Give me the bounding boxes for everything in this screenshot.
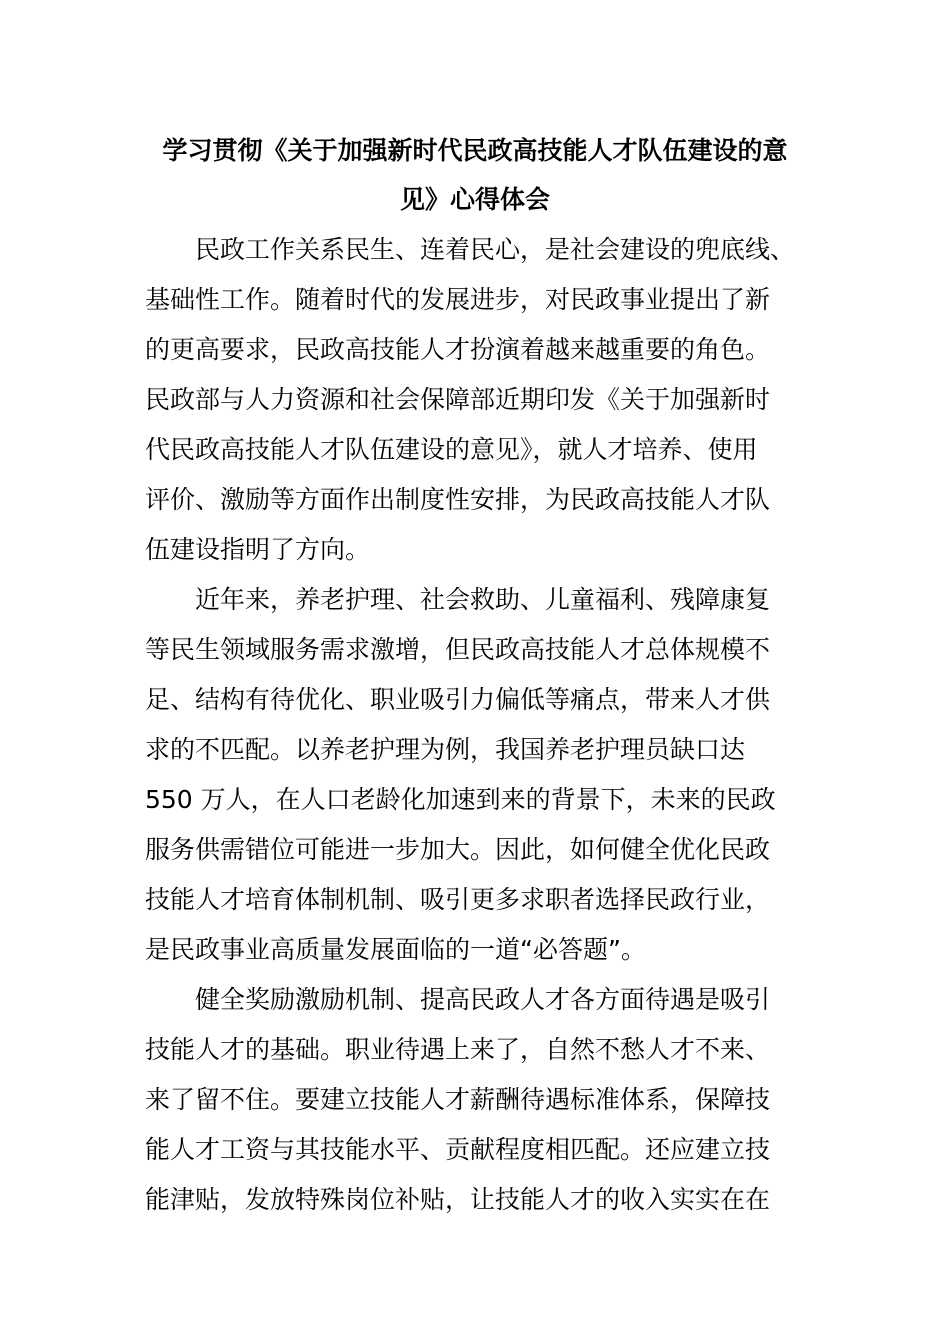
document-title-line-2: 见》心得体会 (399, 185, 550, 214)
paragraph-1-line: 的更高要求，民政高技能人才扮演着越来越重要的角色。 (145, 335, 771, 364)
paragraph-3-line: 技能人才的基础。职业待遇上来了，自然不愁人才不来、 (145, 1035, 771, 1064)
paragraph-3-line: 健全奖励激励机制、提高民政人才各方面待遇是吸引 (195, 985, 771, 1014)
paragraph-2-line: 是民政事业高质量发展面临的一道“必答题”。 (145, 935, 646, 964)
document-title-line-1: 学习贯彻《关于加强新时代民政高技能人才队伍建设的意 (162, 136, 788, 165)
paragraph-3-line: 来了留不住。要建立技能人才薪酬待遇标准体系，保障技 (145, 1085, 771, 1114)
paragraph-2-line: 550 万人，在人口老龄化加速到来的背景下，未来的民政 (145, 785, 776, 814)
paragraph-1-line: 伍建设指明了方向。 (145, 535, 371, 564)
paragraph-1-line: 民政部与人力资源和社会保障部近期印发《关于加强新时 (145, 385, 771, 414)
paragraph-1-line: 民政工作关系民生、连着民心，是社会建设的兜底线、 (195, 235, 796, 264)
paragraph-2-line: 求的不匹配。以养老护理为例，我国养老护理员缺口达 (145, 735, 746, 764)
paragraph-2-line: 服务供需错位可能进一步加大。因此，如何健全优化民政 (145, 835, 771, 864)
paragraph-1-line: 评价、激励等方面作出制度性安排，为民政高技能人才队 (145, 485, 771, 514)
paragraph-2-line: 近年来，养老护理、社会救助、儿童福利、残障康复 (195, 585, 771, 614)
paragraph-1-line: 代民政高技能人才队伍建设的意见》，就人才培养、使用 (145, 435, 758, 464)
paragraph-2-line: 足、结构有待优化、职业吸引力偏低等痛点，带来人才供 (145, 685, 771, 714)
paragraph-3-line: 能津贴，发放特殊岗位补贴，让技能人才的收入实实在在 (145, 1185, 771, 1214)
paragraph-1-line: 基础性工作。随着时代的发展进步，对民政事业提出了新 (145, 285, 771, 314)
paragraph-3-line: 能人才工资与其技能水平、贡献程度相匹配。还应建立技 (145, 1135, 771, 1164)
paragraph-2-line: 等民生领域服务需求激增，但民政高技能人才总体规模不 (145, 635, 771, 664)
paragraph-2-line: 技能人才培育体制机制、吸引更多求职者选择民政行业， (145, 885, 771, 914)
